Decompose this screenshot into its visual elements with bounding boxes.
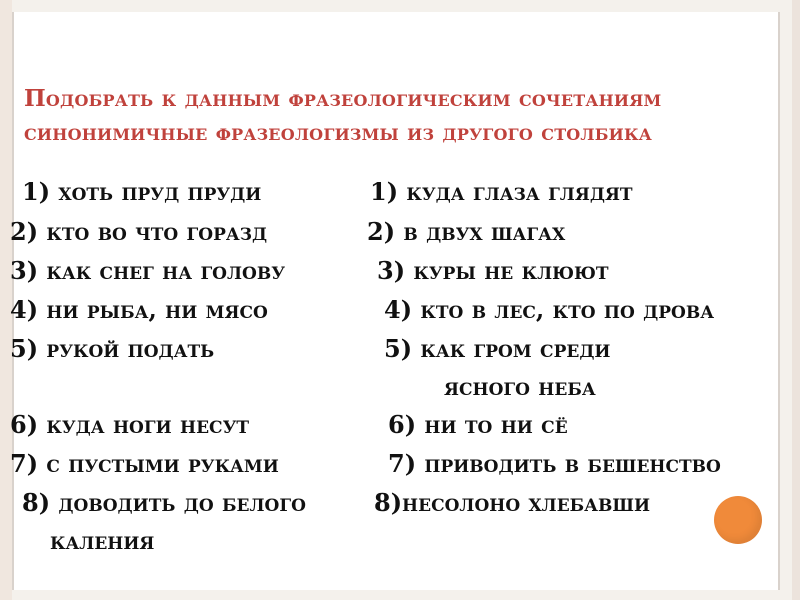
left-item-3: 3) как снег на голову (10, 256, 285, 285)
left-item-6: 6) куда ноги несут (10, 410, 250, 439)
right-item-8: 8)несолоно хлебавши (374, 488, 651, 517)
right-item-7: 7) приводить в бешенство (388, 449, 721, 478)
left-item-2: 2) кто во что горазд (10, 217, 268, 246)
orange-circle-decoration (714, 496, 762, 544)
right-item-6: 6) ни то ни сё (388, 410, 568, 439)
right-item-5: 5) как гром среди (384, 334, 611, 363)
right-item-4: 4) кто в лес, кто по дрова (384, 295, 715, 324)
title-line-1: Подобрать к данным фразеологическим сочетаниям (24, 85, 662, 112)
left-item-5: 5) рукой подать (10, 334, 215, 363)
left-item-7: 7) с пустыми руками (10, 449, 279, 478)
left-item-8-cont: каления (50, 526, 155, 555)
left-item-1: 1) хоть пруд пруди (22, 177, 262, 206)
title-line-2: синонимичные фразеологизмы из другого столбика (24, 119, 652, 146)
slide-content (12, 12, 780, 590)
right-item-3: 3) куры не клюют (377, 256, 609, 285)
left-item-8: 8) доводить до белого (22, 488, 306, 517)
right-edge-stripe (792, 0, 800, 600)
right-item-2: 2) в двух шагах (367, 217, 566, 246)
right-item-5-cont: ясного неба (444, 372, 596, 401)
right-item-1: 1) куда глаза глядят (370, 177, 633, 206)
slide-title (24, 82, 784, 150)
left-item-4: 4) ни рыба, ни мясо (10, 295, 268, 324)
